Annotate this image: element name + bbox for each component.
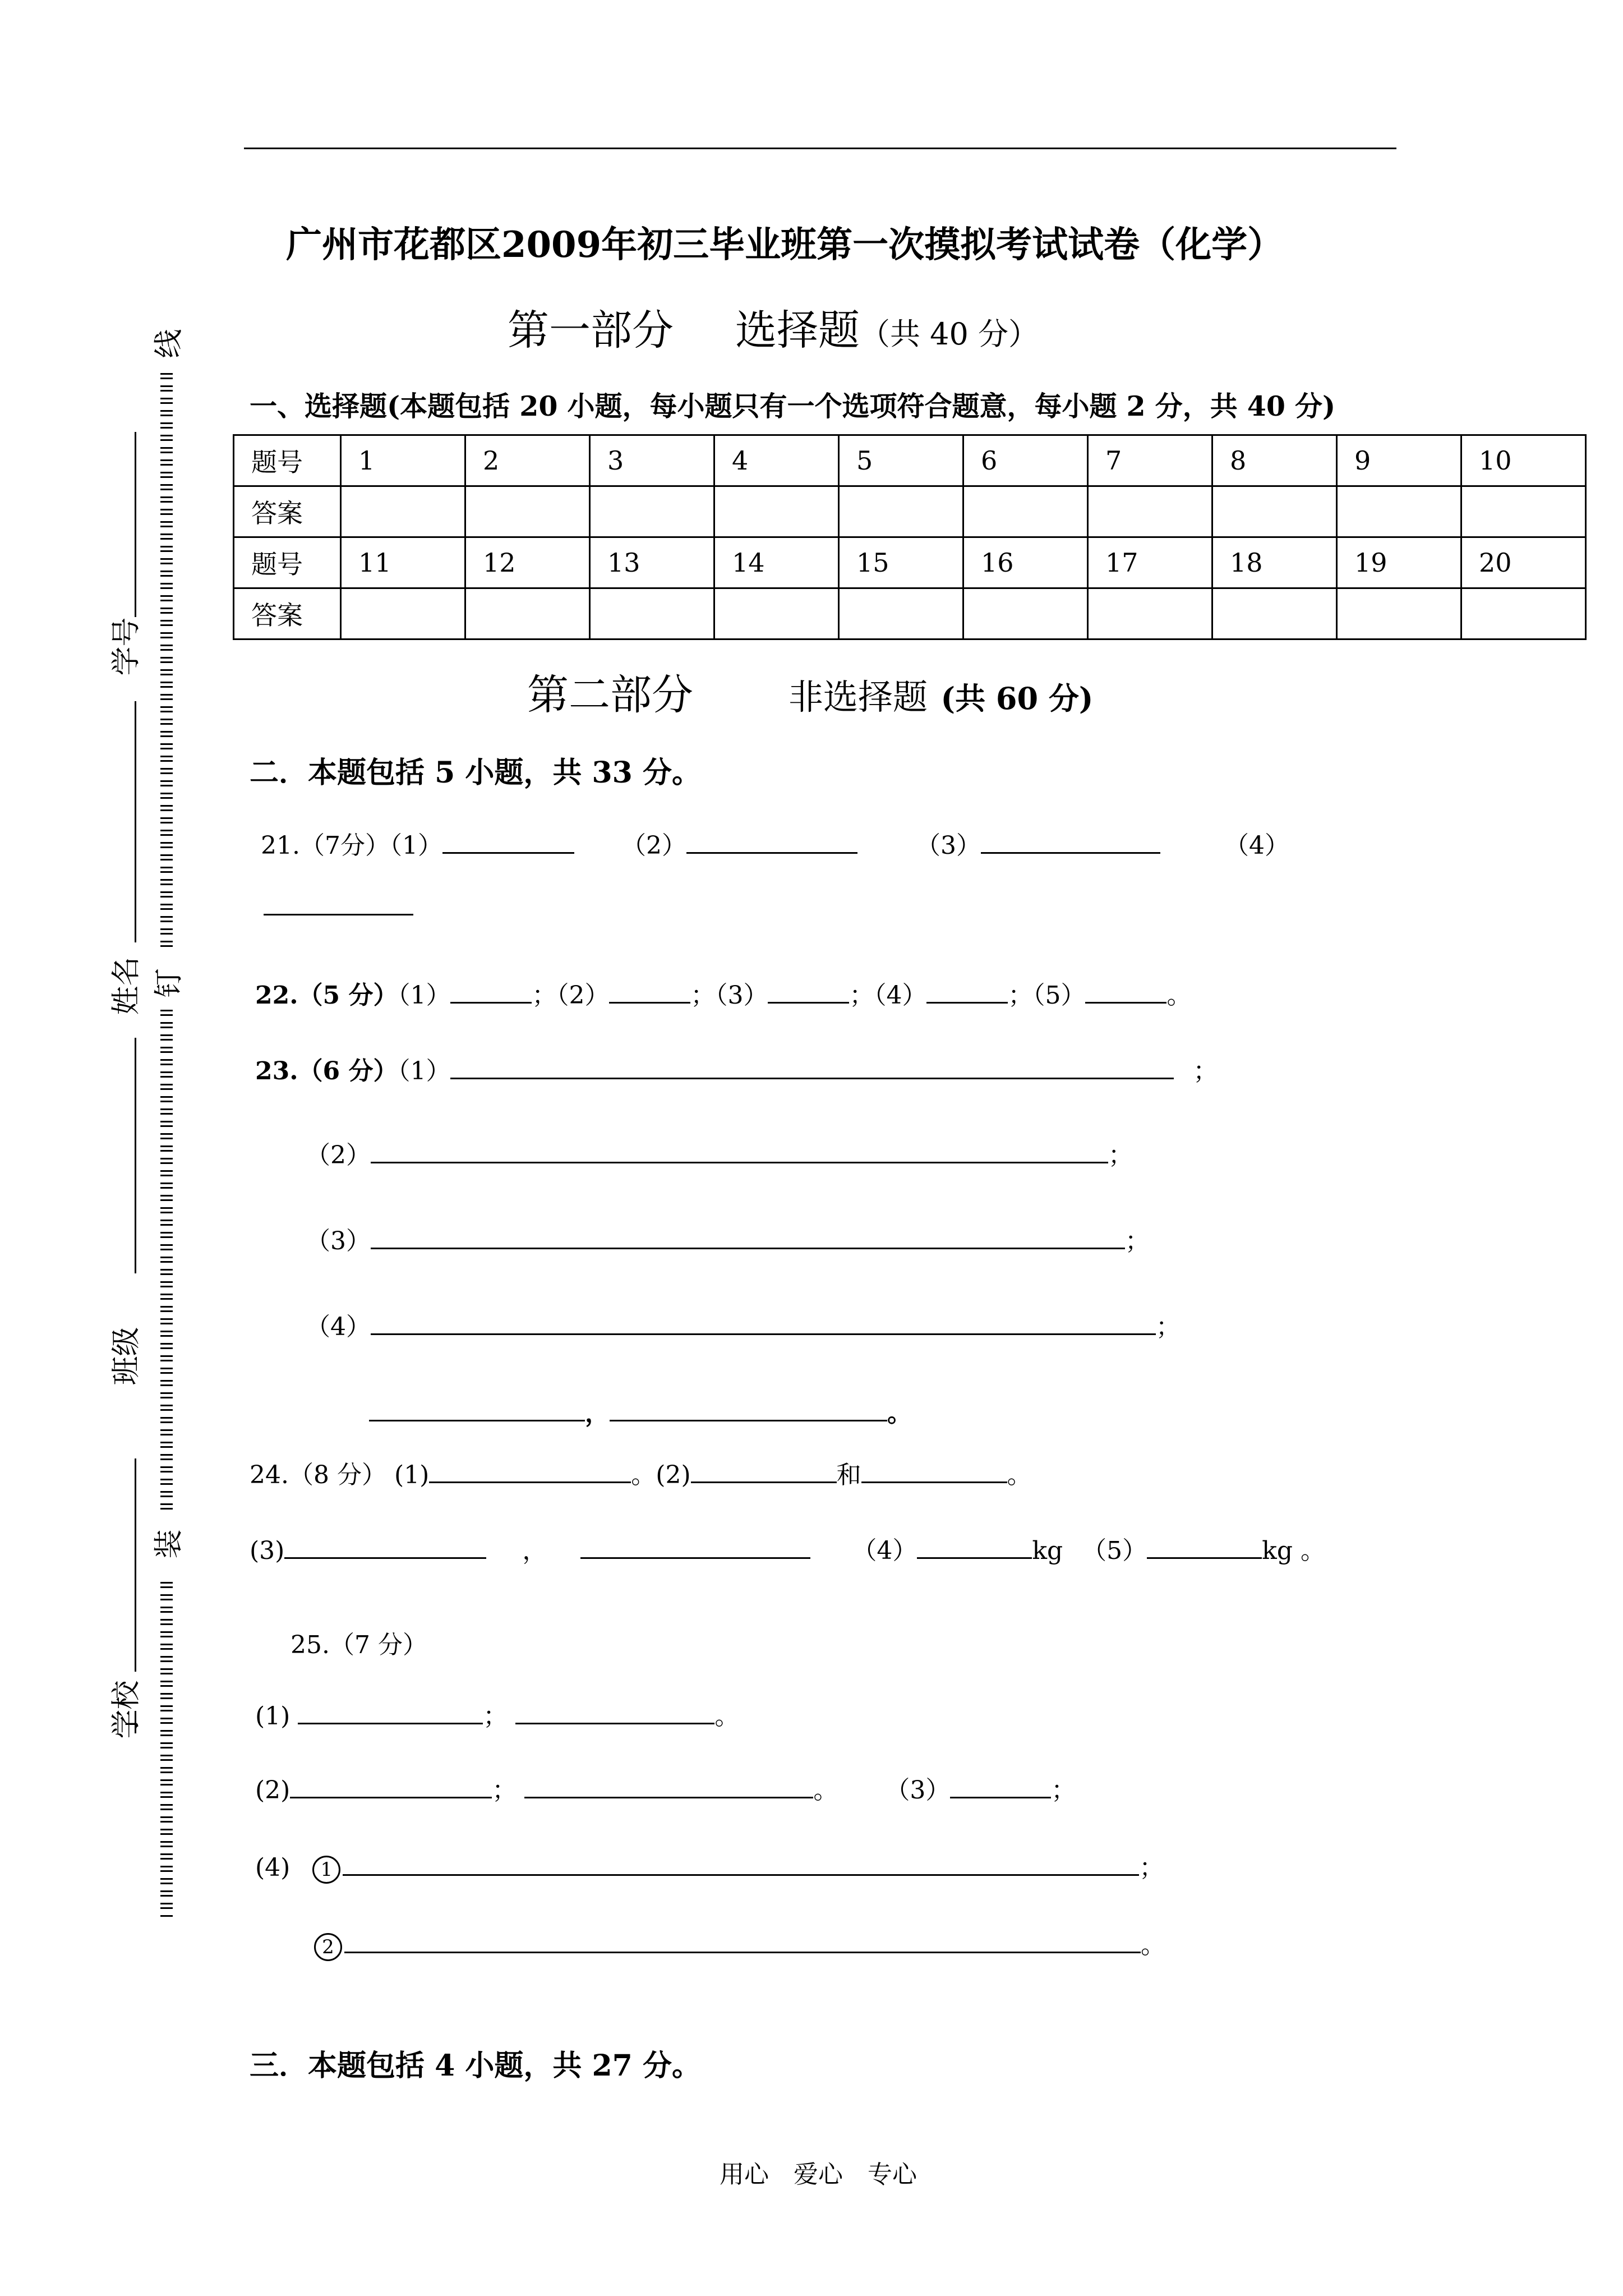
answer-cell[interactable]	[341, 588, 465, 639]
q23-semi: ；	[1108, 1141, 1133, 1170]
q25-line-1	[255, 1700, 739, 1733]
q23-line-3	[306, 1225, 1150, 1258]
q25-part2: (2)	[255, 1776, 291, 1805]
answer-blank[interactable]	[610, 1419, 887, 1421]
question-number: 18	[1212, 537, 1337, 588]
answer-blank[interactable]	[981, 852, 1160, 854]
table-row	[234, 588, 1586, 639]
q25-semi: ；	[483, 1702, 508, 1731]
answer-blank[interactable]	[371, 1333, 1156, 1335]
q25-part4: (4)	[255, 1853, 291, 1882]
q23-line-5	[369, 1397, 912, 1430]
answer-cell[interactable]	[590, 588, 714, 639]
answer-cell[interactable]	[1337, 588, 1461, 639]
answer-blank[interactable]	[298, 1722, 483, 1724]
question-number: 17	[1088, 537, 1212, 588]
q23-semi: ；	[1156, 1313, 1181, 1341]
answer-blank[interactable]	[369, 1419, 585, 1421]
q23-line-1	[255, 1055, 1218, 1088]
q22-part2: ；（2）	[532, 981, 610, 1010]
q24-unit: kg	[1032, 1536, 1063, 1565]
q21-line	[261, 829, 1289, 863]
row-label: 题号	[234, 537, 341, 588]
q21-part4: （4）	[1224, 831, 1289, 860]
header-rule	[244, 148, 1396, 149]
part2-heading	[527, 662, 1093, 721]
q24-end2: 。	[1300, 1536, 1325, 1565]
answer-blank[interactable]	[343, 1874, 1139, 1876]
binding-border-pattern	[160, 373, 173, 951]
answer-cell[interactable]	[714, 486, 839, 537]
answer-blank[interactable]	[1085, 1001, 1166, 1004]
answer-blank[interactable]	[686, 852, 857, 854]
circled-two: 2	[314, 1933, 342, 1961]
answer-blank[interactable]	[371, 1161, 1108, 1163]
q23-end: 。	[887, 1399, 912, 1428]
question-number: 10	[1461, 435, 1586, 486]
binding-border-pattern	[160, 1010, 173, 1515]
binding-char-nail: 钉	[152, 968, 186, 998]
answer-blank[interactable]	[515, 1722, 714, 1724]
q24-part1: (1)	[394, 1461, 430, 1489]
q24-and: 和	[836, 1461, 861, 1489]
margin-line	[135, 1458, 136, 1672]
q22-label: 22.（5 分）	[255, 981, 398, 1010]
label-name: 姓名	[109, 956, 144, 1015]
answer-blank[interactable]	[371, 1247, 1125, 1249]
q24-part2: 。(2)	[631, 1461, 691, 1489]
answer-cell[interactable]	[1088, 588, 1212, 639]
answer-cell[interactable]	[1337, 486, 1461, 537]
q25-part3: （3）	[885, 1776, 951, 1805]
answer-blank[interactable]	[691, 1481, 837, 1483]
table-row	[234, 537, 1586, 588]
label-student-id: 学号	[109, 617, 144, 676]
question-number: 14	[714, 537, 839, 588]
question-number: 15	[839, 537, 963, 588]
q24-unit: kg	[1262, 1536, 1293, 1565]
binding-border-pattern	[160, 1582, 173, 1918]
q24-line-2	[250, 1534, 1325, 1568]
part1-title: 第一部分	[508, 306, 674, 355]
question-number: 2	[465, 435, 590, 486]
part2-score: (共 60 分)	[940, 680, 1094, 716]
question-number: 11	[341, 537, 465, 588]
answer-blank[interactable]	[264, 913, 413, 915]
answer-blank[interactable]	[290, 1796, 492, 1798]
answer-cell[interactable]	[1212, 486, 1337, 537]
answer-blank[interactable]	[284, 1557, 486, 1559]
part2-title: 第二部分	[527, 671, 693, 719]
label-school: 学校	[109, 1680, 144, 1739]
answer-blank[interactable]	[429, 1481, 631, 1483]
q25-end: 。	[714, 1702, 740, 1731]
question-number: 16	[963, 537, 1088, 588]
q21-label: 21.（7分）（1）	[261, 831, 442, 860]
q22-part4: ；（4）	[849, 981, 927, 1010]
question-number: 12	[465, 537, 590, 588]
answer-blank[interactable]	[768, 1001, 849, 1004]
answer-cell[interactable]	[963, 588, 1088, 639]
q23-semi: ；	[1125, 1227, 1150, 1255]
answer-cell[interactable]	[1461, 486, 1586, 537]
q25-line-4	[314, 1929, 1165, 1962]
answer-cell[interactable]	[963, 486, 1088, 537]
answer-blank[interactable]	[950, 1796, 1051, 1798]
question-number: 20	[1461, 537, 1586, 588]
question-number: 5	[839, 435, 963, 486]
q23-part3: （3）	[306, 1227, 371, 1255]
q24-part5: （5）	[1082, 1536, 1147, 1565]
answer-cell[interactable]	[839, 588, 963, 639]
answer-cell[interactable]	[839, 486, 963, 537]
answer-cell[interactable]	[1212, 588, 1337, 639]
footer-text: 用心 爱心 专心	[720, 2160, 917, 2189]
question-number: 4	[714, 435, 839, 486]
answer-blank[interactable]	[344, 1951, 1141, 1953]
answer-cell[interactable]	[465, 486, 590, 537]
q24-label: 24.（8 分）	[250, 1461, 386, 1489]
q25-line-2	[255, 1774, 1076, 1807]
answer-blank[interactable]	[524, 1796, 813, 1798]
table-row	[234, 486, 1586, 537]
question-number: 6	[963, 435, 1088, 486]
row-label: 题号	[234, 435, 341, 486]
answer-cell[interactable]	[1461, 588, 1586, 639]
question-number: 7	[1088, 435, 1212, 486]
row-label: 答案	[234, 486, 341, 537]
answer-cell[interactable]	[714, 588, 839, 639]
q23-comma: ，	[585, 1399, 610, 1428]
q24-comma: ，	[522, 1536, 547, 1565]
answer-blank[interactable]	[917, 1557, 1032, 1559]
q22-end: 。	[1166, 981, 1192, 1010]
answer-cell[interactable]	[590, 486, 714, 537]
question-number: 9	[1337, 435, 1461, 486]
label-class: 班级	[109, 1327, 144, 1386]
part1-score: （共 40 分）	[860, 316, 1039, 352]
q22-line	[255, 979, 1191, 1013]
margin-line	[135, 1038, 136, 1273]
q25-end: 。	[1141, 1931, 1165, 1959]
q22-part3: ；（3）	[690, 981, 768, 1010]
q21-part3: （3）	[915, 831, 981, 860]
answer-cell[interactable]	[341, 486, 465, 537]
q23-semi: ；	[1193, 1057, 1218, 1085]
question-number: 3	[590, 435, 714, 486]
margin-line	[135, 701, 136, 942]
q23-line-4	[306, 1310, 1181, 1344]
question-number: 19	[1337, 537, 1461, 588]
q23-part1: （1）	[398, 1057, 451, 1085]
section2-heading: 二．本题包括 5 小题，共 33 分。	[250, 756, 701, 790]
q25-semi: ；	[492, 1776, 517, 1805]
answer-blank[interactable]	[442, 852, 574, 854]
row-label: 答案	[234, 588, 341, 639]
answer-table	[233, 434, 1587, 640]
answer-blank[interactable]	[926, 1001, 1008, 1004]
margin-line	[135, 1711, 136, 1733]
circled-one: 1	[312, 1856, 340, 1884]
question-number: 1	[341, 435, 465, 486]
q23-part4: （4）	[306, 1313, 371, 1341]
margin-line	[135, 432, 136, 617]
page-title: 广州市花都区2009年初三毕业班第一次摸拟考试试卷（化学）	[286, 224, 1284, 266]
binding-char-line: 线	[152, 329, 186, 358]
q25-part1: (1)	[255, 1702, 291, 1731]
q24-end: 。	[1007, 1461, 1032, 1489]
q25-end: 。	[813, 1776, 838, 1805]
q21-part2: （2）	[621, 831, 686, 860]
part1-name: 选择题	[735, 306, 860, 355]
q25-line-3	[255, 1851, 1164, 1885]
q25-semi: ；	[1051, 1776, 1076, 1805]
answer-blank[interactable]	[450, 1001, 532, 1004]
q22-part5: ；（5）	[1008, 981, 1086, 1010]
answer-cell[interactable]	[465, 588, 590, 639]
answer-cell[interactable]	[1088, 486, 1212, 537]
q23-label: 23.（6 分）	[255, 1057, 398, 1085]
q25-semi: ；	[1139, 1853, 1164, 1882]
part1-heading	[508, 297, 1039, 357]
q24-part4: （4）	[852, 1536, 917, 1565]
part2-name: 非选择题	[789, 677, 928, 717]
q24-part3: (3)	[250, 1536, 285, 1565]
answer-blank[interactable]	[1147, 1557, 1262, 1559]
section1-heading: 一、选择题(本题包括 20 小题，每小题只有一个选项符合题意，每小题 2 分，共 40 分)	[250, 390, 1336, 422]
answer-blank[interactable]	[450, 1077, 1174, 1079]
answer-blank[interactable]	[580, 1557, 810, 1559]
q23-part2: （2）	[306, 1141, 371, 1170]
q22-part1: （1）	[398, 981, 451, 1010]
table-row	[234, 435, 1586, 486]
question-number: 8	[1212, 435, 1337, 486]
question-number: 13	[590, 537, 714, 588]
q24-line-1	[250, 1458, 1032, 1492]
binding-char-bind: 装	[152, 1529, 186, 1559]
q23-line-2	[306, 1139, 1133, 1172]
answer-blank[interactable]	[861, 1481, 1007, 1483]
q25-label: 25.（7 分）	[291, 1631, 427, 1659]
answer-blank[interactable]	[609, 1001, 690, 1004]
section3-heading: 三．本题包括 4 小题，共 27 分。	[250, 2049, 701, 2083]
